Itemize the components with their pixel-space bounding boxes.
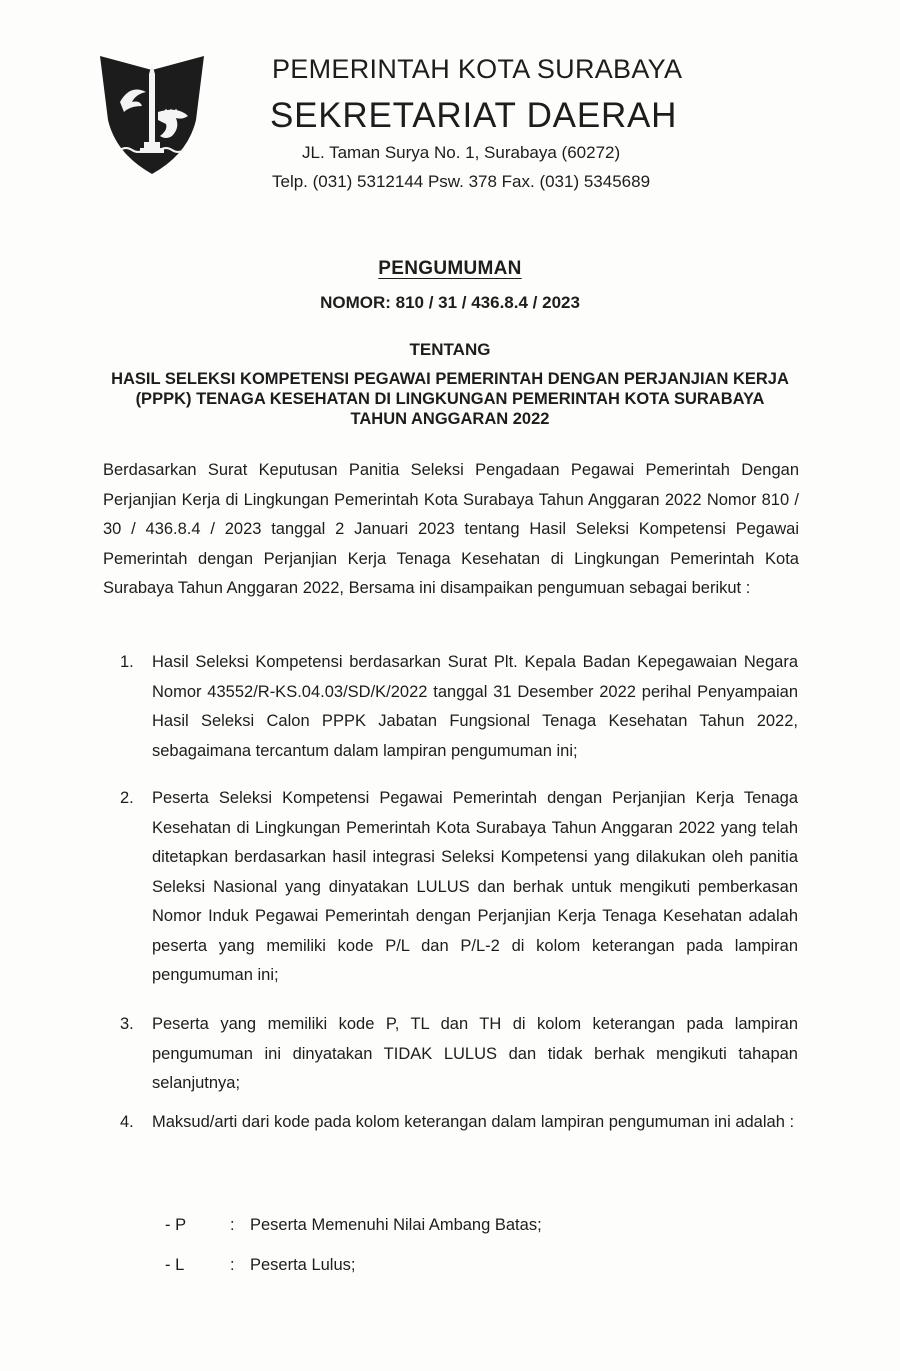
- list-item-number: 3.: [120, 1015, 134, 1033]
- list-item-number: 1.: [120, 653, 134, 671]
- org-name: PEMERINTAH KOTA SURABAYA: [272, 54, 683, 84]
- code-label: - P: [165, 1216, 187, 1234]
- document-subject: HASIL SELEKSI KOMPETENSI PEGAWAI PEMERINTAH DENGAN PERJANJIAN KERJA (PPPK) TENAGA KESEHATAN DI LINGKUNGAN PEMERINTAH KOTA SURABAYA TAHUN ANGGARAN 2022: [111, 370, 789, 428]
- address-line: JL. Taman Surya No. 1, Surabaya (60272): [302, 143, 621, 162]
- code-separator: :: [230, 1256, 235, 1274]
- list-item-text: Peserta yang memiliki kode P, TL dan TH di kolom keterangan pada lampiran pengumuman ini dinyatakan TIDAK LULUS dan tidak berhak mengikuti tahapan selanjutnya;: [152, 1015, 798, 1092]
- department-name: SEKRETARIAT DAERAH: [270, 96, 678, 135]
- document-title: PENGUMUMAN: [378, 258, 522, 279]
- list-item-text: Maksud/arti dari kode pada kolom keterangan dalam lampiran pengumuman ini adalah :: [152, 1113, 795, 1131]
- list-item-number: 4.: [120, 1113, 134, 1131]
- intro-paragraph: Berdasarkan Surat Keputusan Panitia Seleksi Pengadaan Pegawai Pemerintah Dengan Perjanjian Kerja di Lingkungan Pemerintah Kota Surabaya Tahun Anggaran 2022 Nomor 810 / 30 / 436.8.4 / 2023 tanggal 2 Januari 2023 tentang Hasil Seleksi Kompetensi Pegawai Pemerintah dengan Perjanjian Kerja Tenaga Kesehatan di Lingkungan Pemerintah Kota Surabaya Tahun Anggaran 2022, Bersama ini disampaikan pengumuan sebagai berikut :: [103, 461, 799, 597]
- code-description: Peserta Lulus;: [250, 1256, 356, 1274]
- about-label: TENTANG: [409, 340, 491, 359]
- phone-line: Telp. (031) 5312144 Psw. 378 Fax. (031) 5345689: [272, 172, 651, 191]
- list-item-text: Peserta Seleksi Kompetensi Pegawai Pemerintah dengan Perjanjian Kerja Tenaga Kesehatan di Lingkungan Pemerintah Kota Surabaya Tahun Anggaran 2022 yang telah ditetapkan berdasarkan hasil integrasi Seleksi Kompetensi yang dilakukan oleh panitia Seleksi Nasional yang dinyatakan LULUS dan berhak untuk mengikuti pemberkasan Nomor Induk Pegawai Pemerintah dengan Perjanjian Kerja Tenaga Kesehatan adalah peserta yang memiliki kode P/L dan P/L-2 di kolom keterangan pada lampiran pengumuman ini;: [152, 789, 798, 984]
- document-number: NOMOR: 810 / 31 / 436.8.4 / 2023: [320, 293, 580, 312]
- surabaya-emblem-icon: [96, 50, 208, 176]
- list-item-number: 2.: [120, 789, 134, 807]
- list-item-text: Hasil Seleksi Kompetensi berdasarkan Surat Plt. Kepala Badan Kepegawaian Negara Nomor 43552/R-KS.04.03/SD/K/2022 tanggal 31 Desember 2022 perihal Penyampaian Hasil Seleksi Calon PPPK Jabatan Fungsional Tenaga Kesehatan Tahun 2022, sebagaimana tercantum dalam lampiran pengumuman ini;: [152, 653, 798, 760]
- code-separator: :: [230, 1216, 235, 1234]
- code-description: Peserta Memenuhi Nilai Ambang Batas;: [250, 1216, 542, 1234]
- code-label: - L: [165, 1256, 185, 1274]
